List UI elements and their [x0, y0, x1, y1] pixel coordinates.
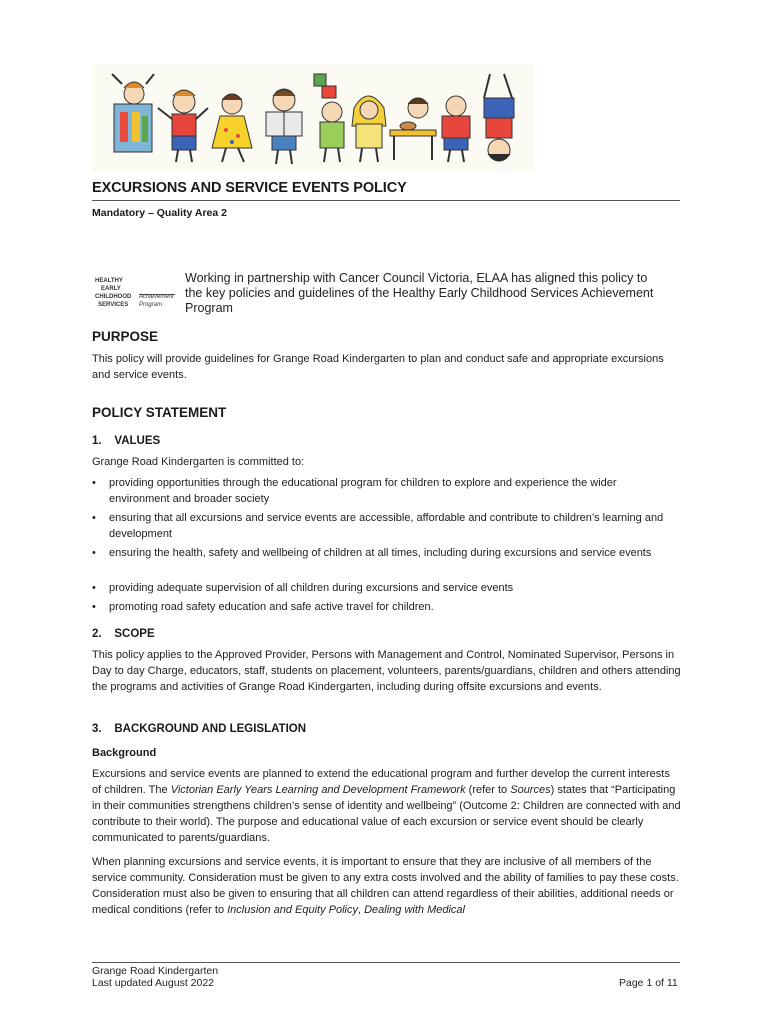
logo-text-3: CHILDHOOD	[95, 294, 132, 300]
scope-text: This policy applies to the Approved Provider, Persons with Management and Control, Nominated Supervisor, Persons in Day to day Charge, educators, staff, students on placement, volunteers, parents/guardians, children and others attending the programs and activities of Grange Road Kindergarten, including during offsite excursions and events.	[92, 649, 681, 693]
values-intro: Grange Road Kindergarten is committed to:	[92, 456, 305, 468]
children-banner-illustration	[92, 64, 534, 172]
purpose-text: This policy will provide guidelines for Grange Road Kindergarten to plan and conduct safe and appropriate excursions and service events.	[92, 353, 664, 381]
bullet-text: promoting road safety education and safe active travel for children.	[109, 601, 434, 613]
background-subheading: Background	[92, 747, 157, 759]
bullet-text: providing adequate supervision of all children during excursions and service events	[109, 582, 514, 594]
bullet-icon: •	[92, 477, 96, 489]
bullet-icon: •	[92, 547, 96, 559]
footer-updated: Last updated August 2022	[92, 977, 215, 989]
partnership-statement: Working in partnership with Cancer Council Victoria, ELAA has aligned this policy to the key policies and guidelines of the Healthy Early Childhood Services Achievement Program	[185, 271, 654, 315]
title-divider	[92, 200, 680, 201]
footer-divider	[92, 962, 680, 963]
bullet-text: ensuring that all excursions and service events are accessible, affordable and contribute to children’s learning and development	[109, 512, 664, 540]
logo-text-2: EARLY	[101, 286, 121, 292]
footer-organisation: Grange Road Kindergarten	[92, 965, 219, 977]
page-number: Page 1 of 11	[619, 977, 678, 989]
bullet-icon: •	[92, 601, 96, 613]
values-heading: 1. VALUES	[92, 435, 161, 447]
purpose-heading: PURPOSE	[92, 329, 159, 344]
policy-subtitle: Mandatory – Quality Area 2	[92, 207, 227, 219]
bullet-text: providing opportunities through the educational program for children to explore and experience the wider environment and broader society	[109, 477, 617, 505]
logo-text-1: HEALTHY	[95, 278, 123, 284]
policy-statement-heading: POLICY STATEMENT	[92, 405, 227, 420]
scope-heading: 2. SCOPE	[92, 628, 155, 640]
bullet-icon: •	[92, 512, 96, 524]
logo-text-4: SERVICES	[98, 302, 129, 308]
policy-title: EXCURSIONS AND SERVICE EVENTS POLICY	[92, 180, 407, 196]
background-paragraph-1: Excursions and service events are planned to extend the educational program and further develop the current interests of children. The Victorian Early Years Learning and Development Framework (refer to Sources) states that “Participating in their communities strengthens children’s sense of identity and wellbeing” (Outcome 2: Children are connected with and contribute to their world). The purpose and educational value of each excursion or service event should be clearly communicated to parents/guardians.	[92, 768, 681, 844]
background-paragraph-2: When planning excursions and service events, it is important to ensure that they are inclusive of all members of the service community. Consideration must be given to any extra costs involved and the ability of families to pay these costs. Consideration must also be given to ensuring that all children can attend regardless of their abilities, additional needs or medical conditions (refer to Inclusion and Equity Policy, Dealing with Medical	[92, 856, 679, 916]
background-heading: 3. BACKGROUND AND LEGISLATION	[92, 723, 307, 735]
logo-text-5: Achievement	[139, 294, 174, 300]
logo-text-6: Program	[139, 302, 163, 308]
heas-logo	[95, 277, 177, 317]
bullet-icon: •	[92, 582, 96, 594]
bullet-text: ensuring the health, safety and wellbeing of children at all times, including during excursions and service events	[109, 547, 652, 559]
